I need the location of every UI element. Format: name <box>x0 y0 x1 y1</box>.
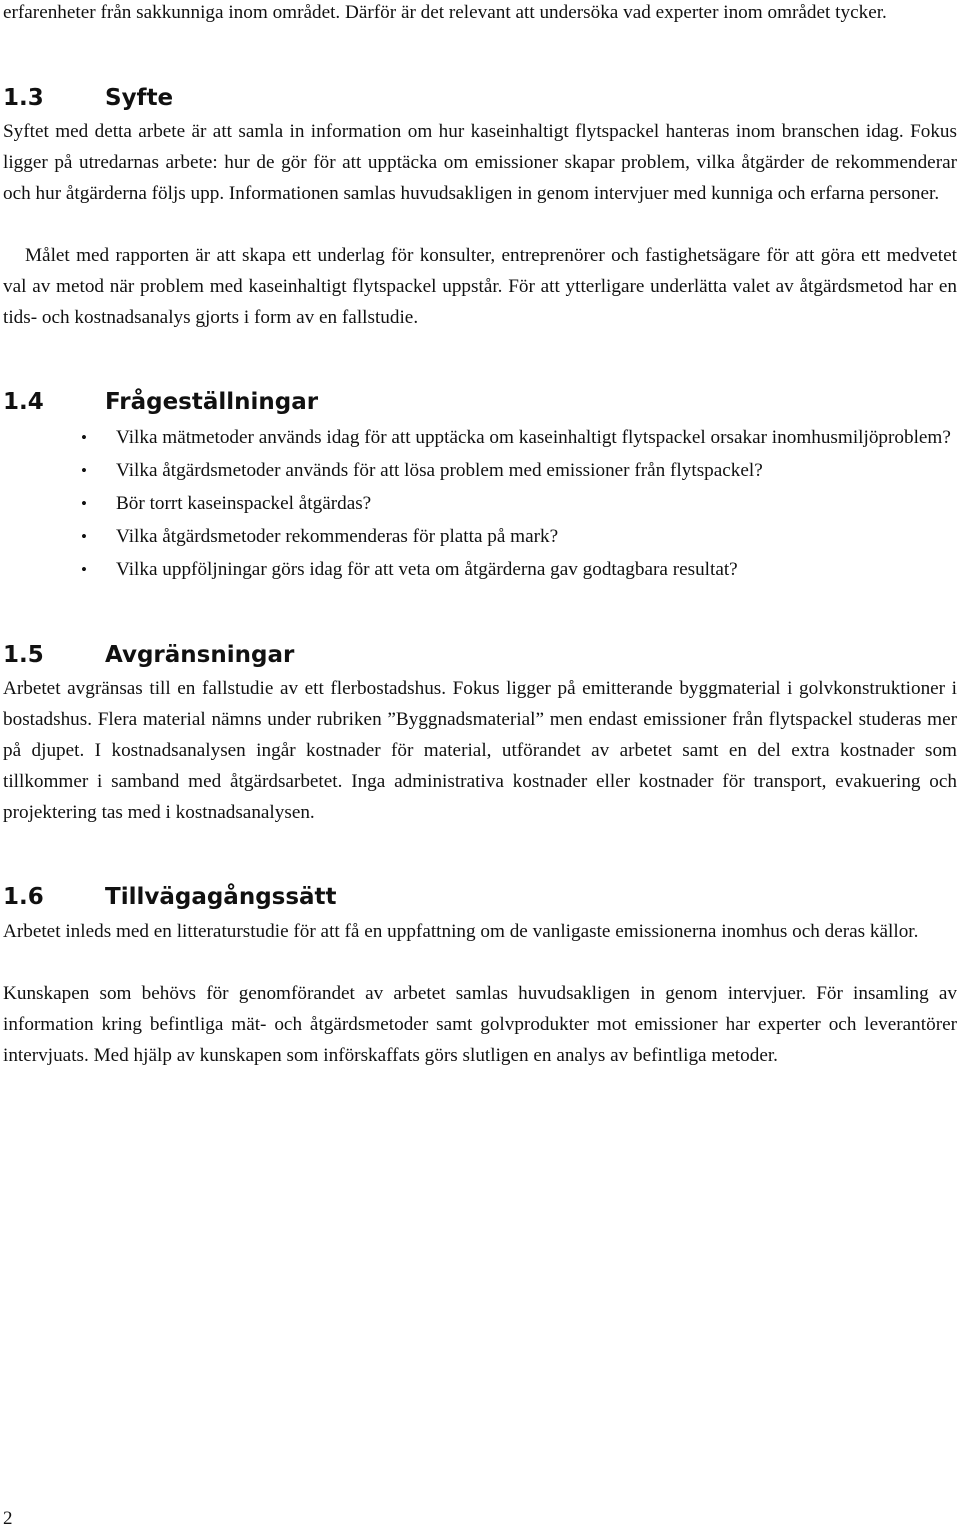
section-heading-avgransningar <box>3 640 957 670</box>
section-number: 1.6 <box>3 884 44 910</box>
section-number: 1.3 <box>3 85 44 111</box>
section-heading-syfte <box>3 83 957 113</box>
list-item: • Vilka åtgärdsmetoder rekommenderas för platta på mark? <box>3 521 957 552</box>
list-item: • Vilka mätmetoder används idag för att upptäcka om kaseinhaltigt flytspackel orsakar inomhusmiljöproblem? <box>3 422 957 453</box>
section-title: Syfte <box>105 85 174 111</box>
section-title: Tillvägagångssätt <box>105 884 337 910</box>
bullet-icon: • <box>81 527 87 546</box>
section-number: 1.4 <box>3 389 44 415</box>
list-item: • Bör torrt kaseinspackel åtgärdas? <box>3 488 957 519</box>
syfte-paragraph-2: Målet med rapporten är att skapa ett underlag för konsulter, entreprenörer och fastighetsägare för att göra ett medvetet val av metod när problem med kaseinhaltigt flytspackel uppstår. För att ytterligare underlätta valet av åtgärdsmetod har en tids- och kostnadsanalys gjorts i form av en fallstudie. <box>3 245 957 328</box>
section-title: Frågeställningar <box>105 389 319 415</box>
intro-paragraph: erfarenheter från sakkunniga inom området. Därför är det relevant att undersöka vad experter inom området tycker. <box>3 2 887 23</box>
syfte-paragraph-1: Syftet med detta arbete är att samla in information om hur kaseinhaltigt flytspackel hanteras inom branschen idag. Fokus ligger på utredarnas arbete: hur de gör för att upptäcka om emissioner skapar problem, vilka åtgärder de rekommenderar och hur åtgärderna följs upp. Informationen samlas huvudsakligen in genom intervjuer med kunniga och erfarna personer. <box>3 121 957 204</box>
bullet-icon: • <box>81 560 87 579</box>
page-number: 2 <box>3 1508 13 1529</box>
tillvagagangssatt-paragraph-2: Kunskapen som behövs för genomförandet av arbetet samlas huvudsakligen in genom intervjuer. För insamling av information kring befintliga mät- och åtgärdsmetoder samt golvprodukter mot emissioner har experter och leverantörer intervjuats. Med hjälp av kunskapen som införskaffats görs slutligen en analys av befintliga metoder. <box>3 983 957 1066</box>
bullet-icon: • <box>81 428 87 447</box>
section-number: 1.5 <box>3 642 44 668</box>
bullet-icon: • <box>81 461 87 480</box>
avgransningar-paragraph: Arbetet avgränsas till en fallstudie av ett flerbostadshus. Fokus ligger på emitterande byggmaterial i golvkonstruktioner i bostadshus. Flera material nämns under rubriken ”Byggnadsmaterial” men endast emissioner från flytspackel studeras mer på djupet. I kostnadsanalysen ingår kostnader för material, utförandet av arbetet samt en del extra kostnader som tillkommer i samband med åtgärdsarbetet. Inga administrativa kostnader eller kostnader för transport, evakuering och projektering tas med i kostnadsanalysen. <box>3 678 957 823</box>
list-item: • Vilka åtgärdsmetoder används för att lösa problem med emissioner från flytspackel? <box>3 455 957 486</box>
tillvagagangssatt-paragraph-1: Arbetet inleds med en litteraturstudie för att få en uppfattning om de vanligaste emissionerna inomhus och deras källor. <box>3 921 919 942</box>
list-item: • Vilka uppföljningar görs idag för att veta om åtgärderna gav godtagbara resultat? <box>3 554 957 585</box>
section-title: Avgränsningar <box>105 642 295 668</box>
section-heading-fragestallningar <box>3 387 957 417</box>
question-list <box>3 422 957 585</box>
bullet-icon: • <box>81 494 87 513</box>
section-heading-tillvagagangssatt <box>3 882 957 912</box>
